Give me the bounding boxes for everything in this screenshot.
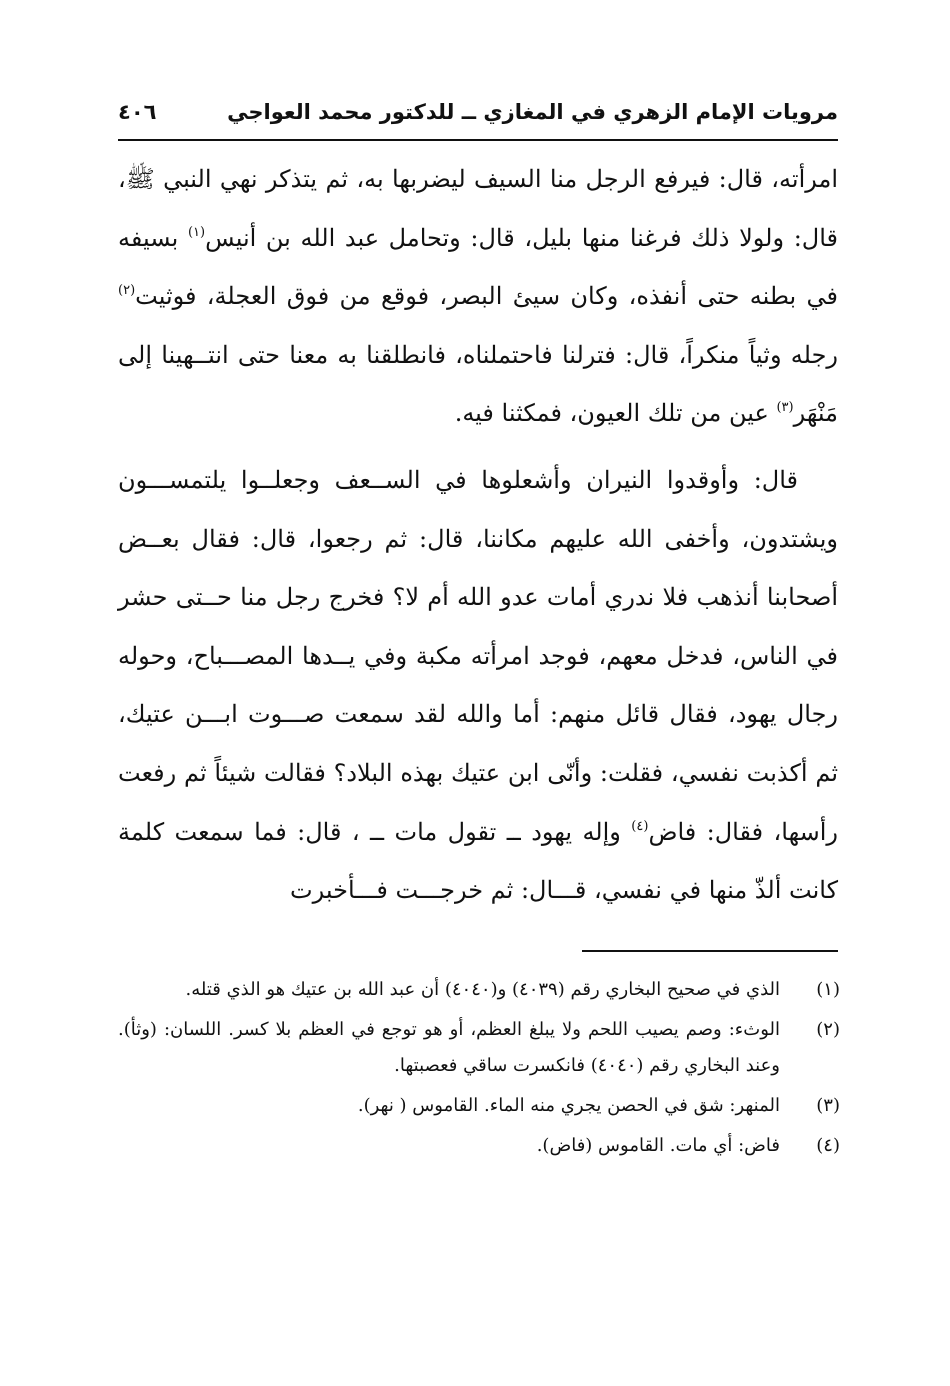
main-text <box>118 150 838 920</box>
footnote-marker-1: (١) <box>187 224 206 240</box>
footnote-text: الذي في صحيح البخاري رقم (٤٠٣٩) و(٤٠٤٠) أن عبد الله بن عتيك هو الذي قتله. <box>185 979 780 1000</box>
running-header <box>118 92 838 140</box>
footnote-separator <box>582 950 838 952</box>
footnote-3 <box>118 1088 840 1124</box>
footnote-marker-3: (٣) <box>776 400 794 416</box>
text-run: قال: وأوقدوا النيران وأشعلوها في الســعف وجعلــوا يلتمســـون ويشتدون، وأخفى الله عليهم مكاننا، قال: ثم رجعوا، قال: فقال بعــض أصحابنا أنذهب فلا ندري أمات عدو الله أم لا؟ فخرج رجل منا حــتى حشر في الناس، فدخل معهم، فوجد امرأته مكبة وفي يــدها المصـــباح، وحوله رجال يهود، فقال قائل منهم: أما والله لقد سمعت صـــوت ابـــن عتيك، ثم أكذبت نفسي، فقلت: وأنّى ابن عتيك بهذه البلاد؟ فقالت شيئاً ثم رفعت رأسها، فقال: فاض <box>118 465 838 846</box>
text-run: بسيفه في بطنه حتى أنفذه، وكان سيئ البصر، فوقع من فوق العجلة، فوثيت <box>118 223 838 311</box>
footnote-number: (١) <box>816 979 840 1000</box>
footnote-4 <box>118 1128 840 1164</box>
footnote-1 <box>118 972 840 1008</box>
text-run: رجله وثياً منكراً، قال: فترلنا فاحتملناه، فانطلقنا به معنا حتى انتــهينا إلى مَنْهَر <box>118 340 838 428</box>
footnote-2 <box>118 1012 840 1084</box>
text-run: وإله يهود ــ تقول مات ــ ، قال: فما سمعت كلمة كانت ألذّ منها في نفسي، قـــال: ثم خرجـــت فـــأخبرت <box>118 817 838 905</box>
footnote-number: (٤) <box>816 1135 840 1156</box>
header-title: مرويات الإمام الزهري في المغازي ــ للدكتور محمد العواجي <box>227 100 838 124</box>
page-number: ٤٠٦ <box>118 100 157 124</box>
footnote-number: (٣) <box>816 1095 840 1116</box>
footnote-text: الوثء: وصم يصيب اللحم ولا يبلغ العظم، أو هو توجع في العظم بلا كسر. اللسان: (وثأ). وعند البخاري رقم (٤٠٤٠) فانكسرت ساقي فعصبتها. <box>118 1019 780 1076</box>
footnote-marker-4: (٤) <box>631 818 649 834</box>
text-run: امرأته، قال: فيرفع الرجل منا السيف ليضربها به، ثم يتذكر نهي النبي ﷺ، قال: ولولا ذلك فرغنا منها بليل، قال: وتحامل عبد الله بن أنيس <box>118 165 839 252</box>
text-run: عين من تلك العيون، فمكثنا فيه. <box>454 399 777 428</box>
footnote-number: (٢) <box>816 1019 840 1040</box>
header-rule <box>118 139 838 141</box>
footnote-text: فاض: أي مات. القاموس (فاض). <box>536 1135 780 1156</box>
paragraph-2 <box>118 451 838 920</box>
footnote-marker-2: (٢) <box>118 283 136 299</box>
paragraph-1 <box>118 150 838 443</box>
footnote-text: المنهر: شق في الحصن يجري منه الماء. القاموس ( نهر). <box>357 1095 780 1116</box>
footnotes <box>118 972 840 1168</box>
